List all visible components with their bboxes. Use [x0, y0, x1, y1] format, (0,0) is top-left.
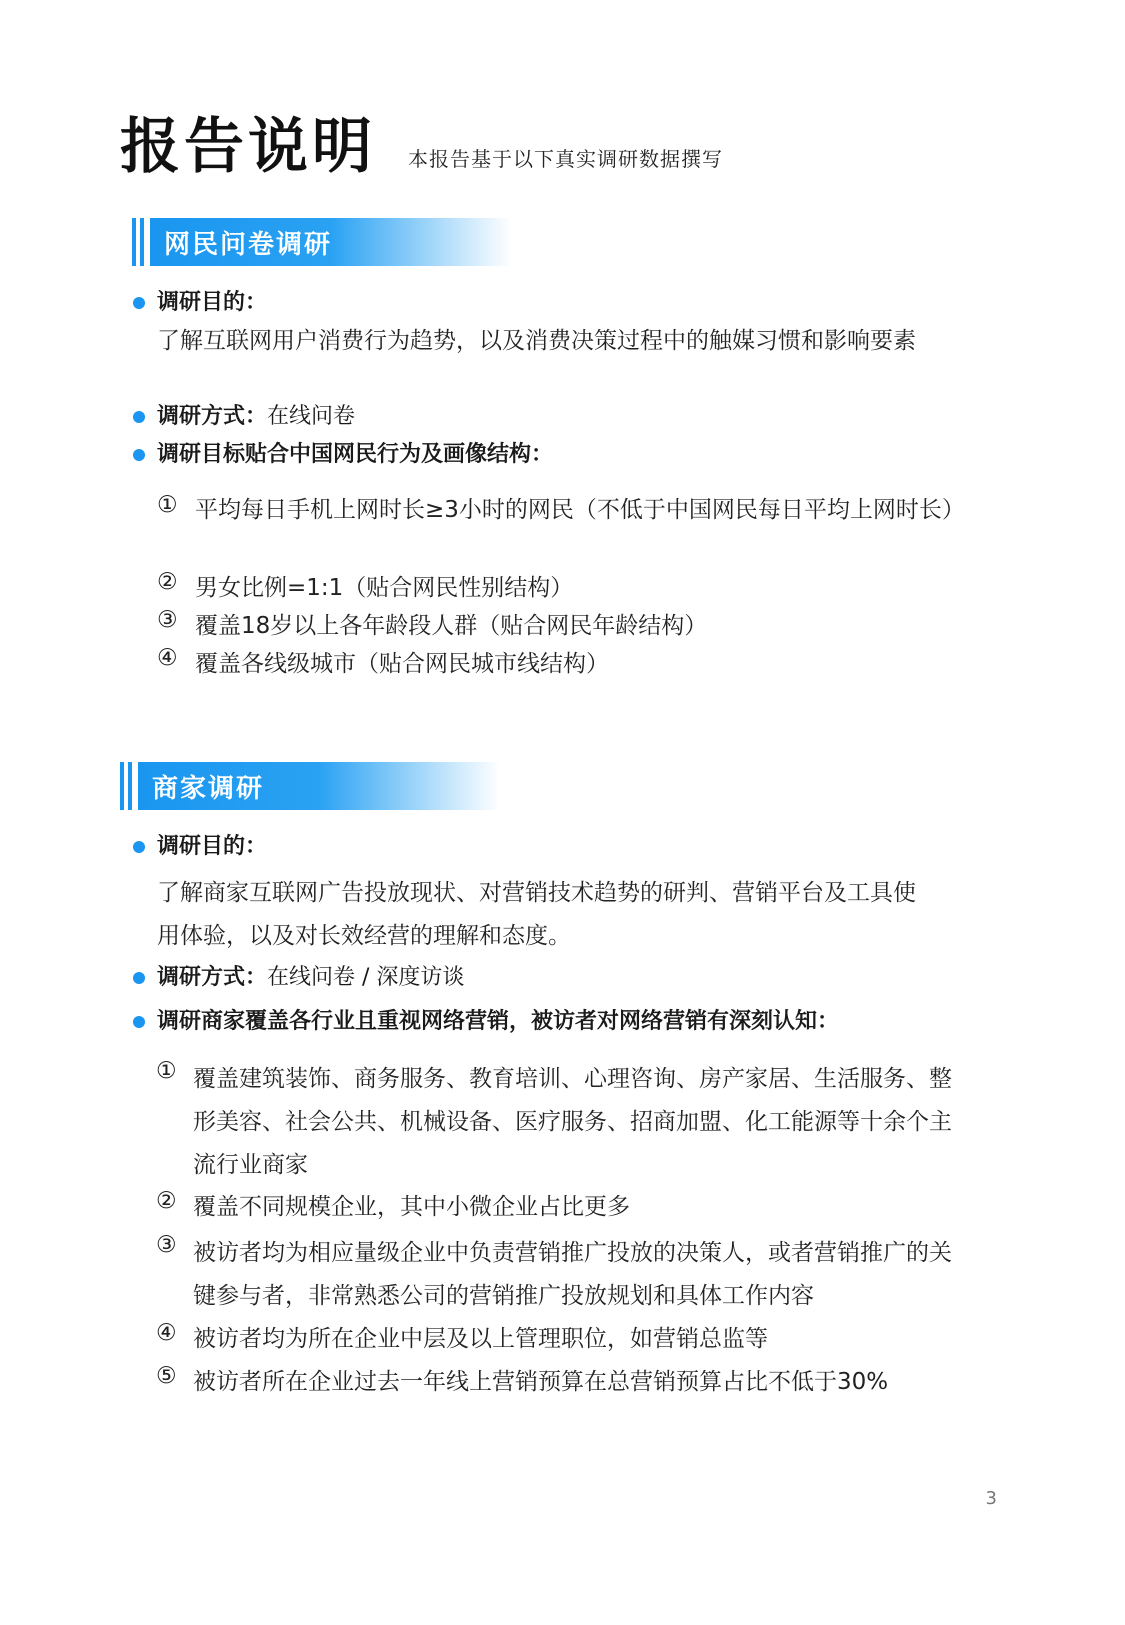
section-title: 网民问卷调研: [150, 218, 512, 266]
bullet-dot-icon: [133, 297, 145, 309]
bullet-dot-icon: [133, 972, 145, 984]
list-item: 被访者所在企业过去一年线上营销预算在总营销预算占比不低于30%: [193, 1369, 889, 1395]
target-label: 调研目标贴合中国网民行为及画像结构：: [157, 442, 554, 467]
section-marker-bars: [132, 218, 144, 266]
section-header-merchant-survey: [120, 762, 500, 810]
list-item: 覆盖不同规模企业，其中小微企业占比更多: [193, 1194, 630, 1220]
purpose-label: 调研目的：: [157, 834, 268, 859]
page-header: [120, 112, 723, 182]
section-marker-bars: [120, 762, 132, 810]
bullet-dot-icon: [133, 411, 145, 423]
list-item: 覆盖建筑装饰、商务服务、教育培训、心理咨询、房产家居、生活服务、整形美容、社会公共、机械设备、医疗服务、招商加盟、化工能源等十余个主流行业商家: [193, 1066, 952, 1178]
bullet-dot-icon: [133, 1016, 145, 1028]
list-item: 覆盖18岁以上各年龄段人群（贴合网民年龄结构）: [195, 613, 708, 639]
item-number: ③: [157, 607, 178, 633]
target-label: 调研商家覆盖各行业且重视网络营销，被访者对网络营销有深刻认知：: [157, 1009, 840, 1034]
method-row: 调研方式：在线问卷 / 深度访谈: [157, 965, 465, 990]
list-item: 平均每日手机上网时长≥3小时的网民（不低于中国网民每日平均上网时长）: [195, 497, 965, 523]
method-row: 调研方式：在线问卷: [157, 404, 356, 429]
bullet-dot-icon: [133, 449, 145, 461]
method-value: 在线问卷: [267, 404, 356, 429]
item-number: ④: [156, 1320, 177, 1346]
item-number: ①: [156, 1058, 177, 1084]
item-number: ②: [157, 569, 178, 595]
list-item: 覆盖各线级城市（贴合网民城市线结构）: [195, 651, 609, 677]
list-item: 被访者均为所在企业中层及以上管理职位，如营销总监等: [193, 1326, 768, 1352]
page-subtitle: 本报告基于以下真实调研数据撰写: [408, 147, 723, 171]
item-number: ④: [157, 645, 178, 671]
method-value: 在线问卷 / 深度访谈: [267, 965, 465, 990]
section-title: 商家调研: [138, 762, 500, 810]
purpose-label: 调研目的：: [157, 290, 268, 315]
list-item: 被访者均为相应量级企业中负责营销推广投放的决策人，或者营销推广的关键参与者，非常熟悉公司的营销推广投放规划和具体工作内容: [193, 1240, 952, 1309]
section-header-netizen-survey: [132, 218, 512, 266]
page-title: 报告说明: [120, 112, 376, 182]
item-number: ①: [157, 492, 178, 518]
page-number: 3: [985, 1488, 997, 1509]
item-number: ⑤: [156, 1363, 177, 1389]
bullet-dot-icon: [133, 841, 145, 853]
item-number: ③: [156, 1232, 177, 1258]
list-item: 男女比例=1:1（贴合网民性别结构）: [195, 575, 574, 601]
item-number: ②: [156, 1188, 177, 1214]
purpose-text: 了解商家互联网广告投放现状、对营销技术趋势的研判、营销平台及工具使用体验，以及对长效经营的理解和态度。: [157, 880, 916, 949]
purpose-text: 了解互联网用户消费行为趋势，以及消费决策过程中的触媒习惯和影响要素: [157, 328, 916, 354]
